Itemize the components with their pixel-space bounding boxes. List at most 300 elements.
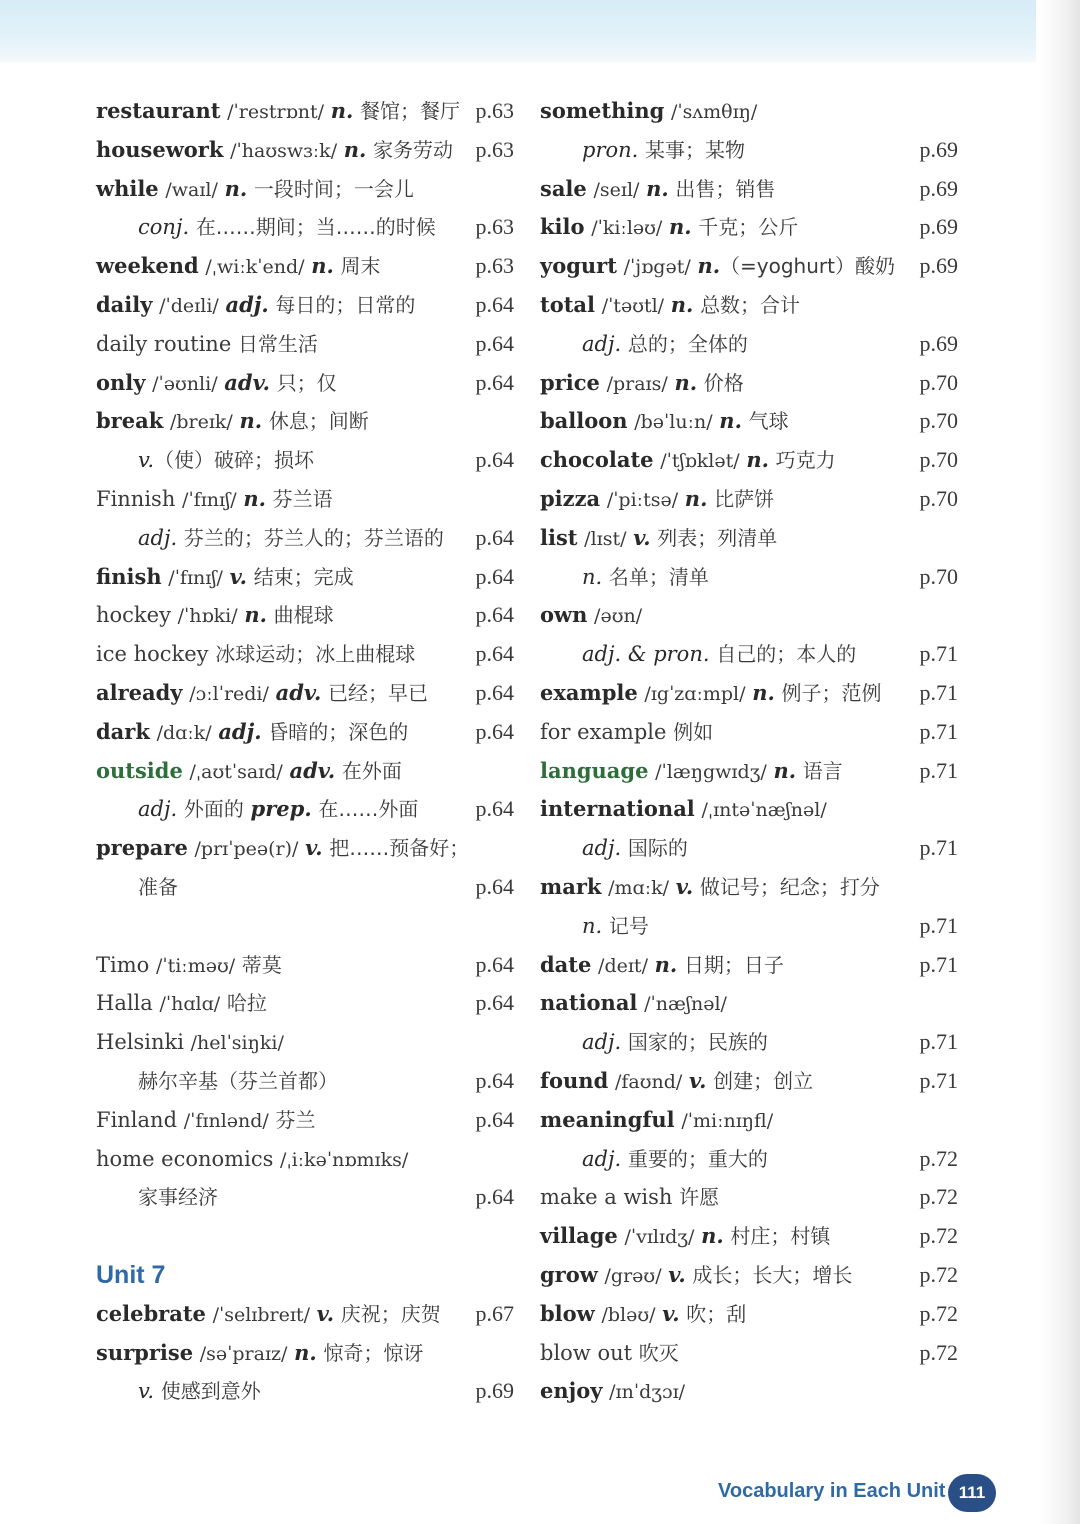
pronunciation: /ˌiːkəˈnɒmɪks/: [280, 1148, 409, 1171]
meaning: 价格: [703, 370, 744, 395]
part-of-speech: adj.: [582, 331, 622, 356]
entry-row: [96, 946, 514, 985]
part-of-speech: conj.: [138, 215, 190, 240]
part-of-speech: n.: [646, 175, 669, 201]
entry-row: [96, 131, 514, 170]
entry-row: [96, 1101, 514, 1140]
headword: international: [540, 796, 695, 822]
entry-row: [96, 752, 514, 791]
meaning: 重要的；重大的: [627, 1146, 768, 1171]
part-of-speech: n.: [674, 369, 698, 395]
headword: language: [540, 757, 649, 783]
entry-row: [96, 1295, 514, 1334]
meaning: 只；仅: [276, 370, 337, 395]
entry-row: [96, 558, 514, 597]
entry-row: [96, 1178, 514, 1217]
entry-row: [540, 131, 958, 170]
meaning: 把……预备好；: [329, 836, 470, 861]
phrase: hockey: [96, 603, 171, 628]
entry-row: [540, 364, 958, 403]
phrase: Halla: [96, 991, 153, 1016]
pronunciation: /ˈfɪnɪʃ/: [182, 488, 237, 511]
page-ref: p.63: [475, 253, 514, 279]
pronunciation: /ˈfɪnɪʃ/: [168, 566, 223, 589]
part-of-speech: adj.: [138, 525, 178, 550]
page-ref: p.64: [475, 873, 514, 899]
meaning: 芬兰的；芬兰人的；芬兰语的: [183, 525, 444, 550]
meaning: 庆祝；庆贺: [340, 1301, 441, 1326]
meaning: 气球: [748, 409, 789, 434]
entry-row: [96, 984, 514, 1023]
meaning: 曲棍球: [273, 603, 334, 628]
page-ref: p.64: [475, 951, 514, 977]
headword: date: [540, 951, 592, 977]
unit-heading-row: [96, 1256, 514, 1295]
page-ref: p.64: [475, 563, 514, 589]
meaning: 做记号；纪念；打分: [699, 874, 880, 899]
pronunciation: /ˈhɑlɑ/: [159, 993, 221, 1016]
part-of-speech: v.: [229, 563, 247, 589]
page-ref: p.72: [919, 1300, 958, 1326]
pronunciation: /ɔːlˈredi/: [189, 682, 269, 705]
meaning: 成长；长大；增长: [692, 1262, 853, 1287]
entry-row: [96, 1140, 514, 1179]
part-of-speech: v.: [675, 873, 694, 899]
page-ref: p.64: [475, 291, 514, 317]
entry-row: [96, 1334, 514, 1373]
part-of-speech: adv.: [224, 369, 270, 395]
pronunciation: /ˈpiːtsə/: [606, 488, 679, 511]
meaning: 使感到意外: [160, 1379, 261, 1404]
part-of-speech: n.: [773, 757, 797, 783]
page-ref: p.71: [919, 1067, 958, 1093]
part-of-speech: adj.: [218, 718, 262, 744]
part-of-speech: n.: [719, 408, 742, 434]
part-of-speech: adv.: [289, 757, 336, 783]
headword: kilo: [540, 214, 585, 240]
right-column: [540, 92, 958, 1411]
phrase: Finland: [96, 1107, 178, 1132]
page-ref: p.64: [475, 1067, 514, 1093]
pronunciation: /ˈfɪnlənd/: [183, 1109, 269, 1132]
meaning: 国际的: [627, 836, 688, 861]
page-ref: p.70: [919, 408, 958, 434]
part-of-speech: n.: [243, 485, 266, 511]
page-ref: p.71: [919, 835, 958, 861]
entry-row: [96, 402, 514, 441]
part-of-speech: n.: [582, 913, 603, 938]
page-edge-shadow: [1040, 0, 1080, 1524]
pronunciation: /ɪnˈdʒɔɪ/: [609, 1381, 686, 1404]
part-of-speech: n.: [684, 485, 708, 511]
page-ref: p.64: [475, 447, 514, 473]
phrase: home economics: [96, 1146, 274, 1171]
headword: restaurant: [96, 98, 221, 123]
part-of-speech: adv.: [275, 679, 322, 705]
page-ref: p.64: [475, 796, 514, 822]
page-ref: p.72: [919, 1261, 958, 1287]
headword: balloon: [540, 408, 628, 434]
entry-row: [96, 92, 514, 131]
entry-row: [540, 1334, 958, 1373]
headword: while: [96, 175, 159, 201]
pronunciation: /lɪst/: [584, 527, 627, 550]
meaning: 周末: [340, 254, 381, 279]
entry-row: [540, 946, 958, 985]
headword: enjoy: [540, 1378, 603, 1404]
headword: chocolate: [540, 447, 654, 473]
meaning: 村庄；村镇: [730, 1224, 831, 1249]
entry-row: [540, 208, 958, 247]
meaning: 列表；列清单: [657, 525, 778, 550]
meaning: 国家的；民族的: [627, 1030, 768, 1055]
entry-row: [96, 674, 514, 713]
entry-row: [540, 596, 958, 635]
part-of-speech: v.: [662, 1300, 680, 1326]
pronunciation: /breɪk/: [169, 411, 233, 434]
meaning: 日常生活: [237, 331, 318, 356]
part-of-speech: adj. & pron.: [582, 642, 710, 667]
part-of-speech: n.: [701, 1223, 724, 1249]
part-of-speech: pron.: [582, 137, 639, 162]
meaning: 每日的；日常的: [275, 292, 416, 317]
part-of-speech: v.: [138, 1379, 155, 1404]
meaning: 例如: [673, 719, 714, 744]
page-ref: p.72: [919, 1145, 958, 1171]
part-of-speech: adj.: [582, 1146, 622, 1171]
entry-row: [540, 713, 958, 752]
phrase: daily routine: [96, 331, 232, 356]
meaning: 蒂莫: [241, 952, 282, 977]
part-of-speech: n.: [239, 408, 263, 434]
phrase: blow out: [540, 1340, 633, 1365]
entry-row: [96, 170, 514, 209]
page-ref: p.69: [475, 1378, 514, 1404]
page-ref: p.67: [475, 1300, 514, 1326]
meaning: 在外面: [341, 758, 402, 783]
meaning: 自己的；本人的: [716, 642, 857, 667]
pronunciation: /ˈkiːləʊ/: [591, 217, 663, 240]
meaning: 语言: [802, 758, 843, 783]
meaning: 创建；创立: [713, 1068, 814, 1093]
meaning: （=yoghurt）酸奶: [720, 254, 895, 279]
entry-row: [540, 790, 958, 829]
entry-row: [540, 1062, 958, 1101]
meaning: 休息；间断: [268, 409, 369, 434]
page-ref: p.64: [475, 1106, 514, 1132]
page-ref: p.71: [919, 951, 958, 977]
entry-row: [540, 1023, 958, 1062]
entry-row: [540, 170, 958, 209]
headword: daily: [96, 291, 153, 317]
pronunciation: /seɪl/: [593, 178, 640, 201]
entry-row: [540, 674, 958, 713]
pronunciation: /ˈdeɪli/: [159, 294, 219, 317]
page-ref: p.64: [475, 1184, 514, 1210]
entry-row: [540, 907, 958, 946]
page-ref: p.64: [475, 641, 514, 667]
meaning: 出售；销售: [675, 176, 776, 201]
page-ref: p.70: [919, 447, 958, 473]
page-ref: p.71: [919, 912, 958, 938]
headword: dark: [96, 718, 150, 744]
entry-row: [96, 868, 514, 907]
page-ref: p.72: [919, 1339, 958, 1365]
part-of-speech: prep.: [250, 796, 312, 822]
part-of-speech: n.: [224, 175, 248, 201]
headword: found: [540, 1067, 609, 1093]
headword: mark: [540, 873, 602, 899]
headword: only: [96, 369, 146, 395]
page-ref: p.64: [475, 524, 514, 550]
pronunciation: /ˈtiːməʊ/: [155, 954, 236, 977]
entry-row: [540, 286, 958, 325]
headword: already: [96, 679, 183, 705]
part-of-speech: adj.: [582, 1030, 622, 1055]
pronunciation: /faʊnd/: [614, 1070, 683, 1093]
entry-row: [540, 1140, 958, 1179]
phrase: ice hockey: [96, 642, 209, 667]
page-ref: p.71: [919, 1029, 958, 1055]
page-ref: p.71: [919, 757, 958, 783]
page-ref: p.64: [475, 718, 514, 744]
page-ref: p.63: [475, 214, 514, 240]
page-ref: p.69: [919, 253, 958, 279]
page-ref: p.69: [919, 330, 958, 356]
entry-row: [540, 752, 958, 791]
page-ref: p.71: [919, 679, 958, 705]
pronunciation: /ˈtəʊtl/: [601, 294, 665, 317]
page-ref: p.70: [919, 485, 958, 511]
page-ref: p.69: [919, 214, 958, 240]
pronunciation: /dɑːk/: [156, 721, 212, 744]
entry-row: [96, 713, 514, 752]
part-of-speech: adj.: [225, 291, 269, 317]
pronunciation: /bəˈluːn/: [634, 411, 713, 434]
headword: finish: [96, 563, 162, 589]
pronunciation: /ˈvɪlɪdʒ/: [624, 1226, 695, 1249]
part-of-speech: v.: [305, 835, 323, 861]
part-of-speech: n.: [746, 447, 769, 473]
entry-row: [540, 558, 958, 597]
headword: meaningful: [540, 1106, 675, 1132]
entry-row: [540, 1256, 958, 1295]
entry-row: [96, 325, 514, 364]
meaning: 名单；清单: [608, 564, 709, 589]
pronunciation: /ˈtʃɒklət/: [660, 450, 740, 473]
pronunciation: /ˈsʌmθɪŋ/: [671, 101, 758, 123]
part-of-speech: n.: [670, 291, 694, 317]
pronunciation: /bləʊ/: [601, 1303, 656, 1326]
page-ref: p.63: [475, 136, 514, 162]
page-number-badge: 111: [948, 1474, 996, 1512]
page-ref: p.69: [919, 175, 958, 201]
headword: own: [540, 602, 588, 628]
pronunciation: /ˈnæʃnəl/: [644, 993, 727, 1016]
meaning: 在……期间；当……的时候: [195, 215, 436, 240]
headword: example: [540, 679, 638, 705]
entry-row: [540, 1178, 958, 1217]
pronunciation: /helˈsiŋki/: [190, 1032, 284, 1055]
entry-row: [540, 519, 958, 558]
entry-row: [96, 1372, 514, 1411]
headword: sale: [540, 175, 587, 201]
pronunciation: /mɑːk/: [608, 876, 670, 899]
pronunciation: /ˌɪntəˈnæʃnəl/: [701, 799, 827, 822]
page-ref: p.71: [919, 718, 958, 744]
part-of-speech: v.: [668, 1261, 686, 1287]
pronunciation: /səˈpraɪz/: [199, 1342, 288, 1365]
part-of-speech: n.: [752, 679, 775, 705]
entry-row: [96, 829, 514, 868]
pronunciation: /deɪt/: [598, 954, 648, 977]
part-of-speech: v.: [316, 1300, 335, 1326]
pronunciation: /ˈəʊnli/: [152, 372, 218, 395]
pronunciation: /ˈlæŋgwɪdʒ/: [655, 760, 767, 783]
entry-row: [540, 92, 958, 131]
meaning: 芬兰语: [272, 486, 333, 511]
entry-row: [96, 1023, 514, 1062]
footer-section-title: Vocabulary in Each Unit: [718, 1480, 946, 1502]
part-of-speech: n.: [343, 136, 367, 162]
part-of-speech: v.: [138, 448, 155, 473]
headword: pizza: [540, 485, 601, 511]
page-ref: p.64: [475, 369, 514, 395]
meaning: 某事；某物: [645, 137, 746, 162]
meaning: 哈拉: [226, 991, 267, 1016]
phrase: Timo: [96, 952, 150, 977]
entry-row: [96, 635, 514, 674]
meaning: 比萨饼: [714, 486, 775, 511]
blank-row: [96, 907, 514, 946]
part-of-speech: adj.: [138, 797, 178, 822]
part-of-speech: n.: [244, 602, 267, 628]
meaning: 已经；早已: [328, 680, 428, 705]
page-ref: p.72: [919, 1223, 958, 1249]
headword: celebrate: [96, 1300, 206, 1326]
entry-row: [96, 286, 514, 325]
headword: surprise: [96, 1339, 194, 1365]
entry-row: [540, 480, 958, 519]
pronunciation: /ˈmiːnɪŋfl/: [681, 1109, 774, 1132]
part-of-speech: n.: [697, 253, 721, 279]
meaning: 日期；日子: [683, 952, 784, 977]
meaning: 记号: [608, 913, 649, 938]
meaning: 准备: [138, 874, 178, 899]
headword: housework: [96, 136, 224, 162]
meaning: 许愿: [679, 1185, 720, 1210]
meaning: 昏暗的；深色的: [268, 719, 409, 744]
meaning: 总数；合计: [700, 292, 801, 317]
page-ref: p.70: [919, 563, 958, 589]
pronunciation: /ˈselɪbreɪt/: [212, 1303, 310, 1326]
meaning: 吹灭: [638, 1340, 679, 1365]
meaning: 在……外面: [318, 797, 419, 822]
page-ref: p.64: [475, 602, 514, 628]
entry-row: [540, 829, 958, 868]
headword: total: [540, 291, 595, 317]
headword: outside: [96, 757, 183, 783]
meaning: 家事经济: [138, 1185, 218, 1210]
meaning: 例子；范例: [781, 680, 882, 705]
meaning: 总的；全体的: [627, 331, 748, 356]
entry-row: [540, 984, 958, 1023]
entry-row: [540, 1372, 958, 1411]
pronunciation: /prɪˈpeə(r)/: [194, 838, 299, 861]
page-ref: p.71: [919, 641, 958, 667]
entry-row: [540, 441, 958, 480]
headword: prepare: [96, 835, 188, 861]
entry-row: [96, 790, 514, 829]
entry-row: [540, 868, 958, 907]
entry-row: [540, 1217, 958, 1256]
part-of-speech: n.: [311, 253, 334, 279]
phrase: Finnish: [96, 486, 176, 511]
part-of-speech: n.: [294, 1339, 317, 1365]
headword: blow: [540, 1300, 595, 1326]
page-ref: p.72: [919, 1184, 958, 1210]
entry-row: [96, 441, 514, 480]
meaning: 芬兰: [275, 1107, 316, 1132]
entry-row: [96, 1062, 514, 1101]
blank-row: [96, 1217, 514, 1256]
pronunciation: /ˌwiːkˈend/: [205, 256, 305, 279]
phrase: Helsinki: [96, 1030, 184, 1055]
page-ref: p.64: [475, 330, 514, 356]
entry-row: [96, 208, 514, 247]
entry-row: [540, 247, 958, 286]
pronunciation: /grəʊ/: [604, 1264, 662, 1287]
meaning: 惊奇；惊讶: [323, 1340, 424, 1365]
meaning: 一段时间；一会儿: [253, 176, 414, 201]
pronunciation: /ɪgˈzɑːmpl/: [644, 682, 746, 705]
part-of-speech: n.: [654, 951, 678, 977]
pronunciation: /ˈjɒgət/: [623, 256, 691, 279]
headword: list: [540, 524, 578, 550]
meaning: 千克；公斤: [698, 215, 799, 240]
meaning: 冰球运动；冰上曲棍球: [215, 642, 416, 667]
part-of-speech: v.: [633, 524, 651, 550]
pronunciation: /əʊn/: [594, 605, 643, 628]
left-column: [96, 92, 514, 1411]
meaning: 结束；完成: [253, 564, 354, 589]
pronunciation: /ˈhɒki/: [177, 605, 238, 628]
pronunciation: /praɪs/: [606, 372, 668, 395]
top-color-band: [0, 0, 1036, 62]
part-of-speech: n.: [582, 564, 603, 589]
headword: break: [96, 408, 164, 434]
meaning: 家务劳动: [373, 137, 454, 162]
headword: village: [540, 1223, 618, 1249]
meaning: 赫尔辛基（芬兰首都）: [138, 1068, 338, 1093]
part-of-speech: n.: [330, 98, 354, 123]
page-ref: p.70: [919, 369, 958, 395]
entry-row: [540, 325, 958, 364]
part-of-speech: n.: [669, 214, 692, 240]
pronunciation: /ˌaʊtˈsaɪd/: [189, 760, 283, 783]
pronunciation: /ˈhaʊswɜːk/: [230, 139, 338, 162]
page-ref: p.64: [475, 679, 514, 705]
page-ref: p.69: [919, 136, 958, 162]
phrase: for example: [540, 719, 667, 744]
meaning: 外面的: [183, 797, 244, 822]
entry-row: [540, 1295, 958, 1334]
meaning: 餐馆；餐厅: [359, 99, 460, 123]
meaning: （使）破碎；损坏: [154, 448, 315, 473]
pronunciation: /waɪl/: [165, 178, 218, 201]
headword: price: [540, 369, 600, 395]
meaning: 巧克力: [775, 448, 836, 473]
